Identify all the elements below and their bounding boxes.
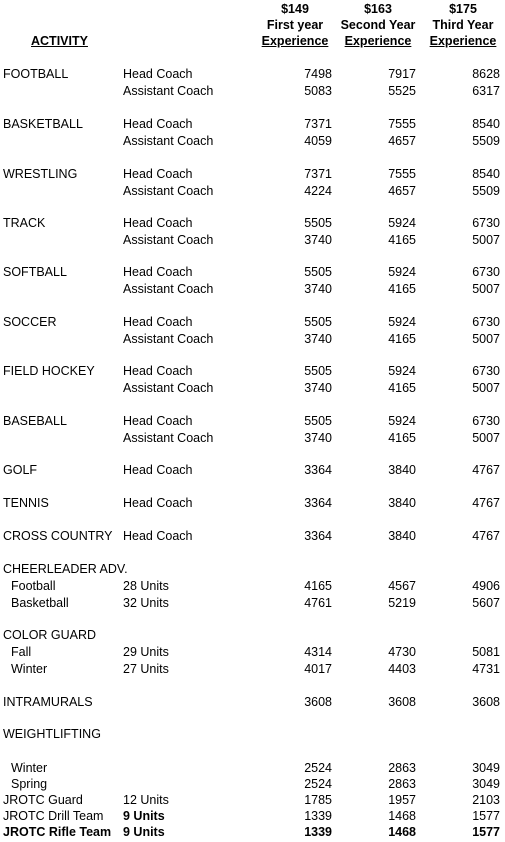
first-year-value: 2524 <box>304 777 332 791</box>
activity-name: INTRAMURALS <box>3 695 93 709</box>
third-year-value: 4767 <box>472 496 500 510</box>
second-year-value: 3840 <box>388 529 416 543</box>
position-label: Head Coach <box>123 364 193 378</box>
second-year-value: 4165 <box>388 381 416 395</box>
first-year-value: 4059 <box>304 134 332 148</box>
activity-name: Fall <box>11 645 32 659</box>
first-year-value: 3740 <box>304 233 332 247</box>
activity-name: WEIGHTLIFTING <box>3 727 101 741</box>
first-year-value: 7371 <box>304 167 332 181</box>
activity-name: CROSS COUNTRY <box>3 529 113 543</box>
third-year-value: 2103 <box>472 793 500 807</box>
first-year-value: 5505 <box>304 216 332 230</box>
table-row <box>0 760 505 777</box>
first-year-value: 3364 <box>304 529 332 543</box>
position-label: 12 Units <box>123 793 169 807</box>
third-year-value: 6730 <box>472 364 500 378</box>
second-year-value: 5924 <box>388 315 416 329</box>
table-row <box>0 495 505 512</box>
first-year-value: 3364 <box>304 463 332 477</box>
activity-name: JROTC Rifle Team <box>3 825 112 839</box>
table-row <box>0 413 505 430</box>
table-row <box>0 578 505 595</box>
first-year-value: 2524 <box>304 761 332 775</box>
table-row <box>0 694 505 711</box>
third-year-value: 6730 <box>472 315 500 329</box>
activity-name: SOCCER <box>3 315 57 329</box>
table-row <box>0 462 505 479</box>
first-year-value: 3740 <box>304 381 332 395</box>
col2-amount: $163 <box>364 2 392 16</box>
second-year-value: 5924 <box>388 265 416 279</box>
third-year-value: 4731 <box>472 662 500 676</box>
position-label: Head Coach <box>123 167 193 181</box>
table-row <box>0 528 505 545</box>
table-row <box>0 83 505 100</box>
table-row <box>0 166 505 183</box>
second-year-value: 1468 <box>388 809 416 823</box>
activity-name: TRACK <box>3 216 46 230</box>
third-year-value: 5007 <box>472 233 500 247</box>
position-label: Head Coach <box>123 67 193 81</box>
second-year-value: 5219 <box>388 596 416 610</box>
position-label: 32 Units <box>123 596 169 610</box>
second-year-value: 1468 <box>388 825 416 839</box>
position-label: Head Coach <box>123 265 193 279</box>
second-year-value: 7555 <box>388 117 416 131</box>
third-year-value: 3608 <box>472 695 500 709</box>
table-row <box>0 661 505 678</box>
second-year-value: 1957 <box>388 793 416 807</box>
position-label: Assistant Coach <box>123 184 214 198</box>
col1-line1: First year <box>266 18 324 32</box>
first-year-value: 1785 <box>304 793 332 807</box>
third-year-value: 8628 <box>472 67 500 81</box>
first-year-value: 3608 <box>304 695 332 709</box>
activity-name: FIELD HOCKEY <box>3 364 95 378</box>
position-label: 9 Units <box>123 825 165 839</box>
activity-name: Basketball <box>11 596 69 610</box>
first-year-value: 5505 <box>304 364 332 378</box>
table-row <box>0 792 505 809</box>
position-label: Assistant Coach <box>123 332 214 346</box>
activity-name: FOOTBALL <box>3 67 69 81</box>
table-row <box>0 561 505 578</box>
position-label: Head Coach <box>123 216 193 230</box>
first-year-value: 7371 <box>304 117 332 131</box>
third-year-value: 4767 <box>472 463 500 477</box>
activity-name: Winter <box>11 761 48 775</box>
third-year-value: 4767 <box>472 529 500 543</box>
col1-line2: Experience <box>261 34 329 48</box>
third-year-value: 5081 <box>472 645 500 659</box>
table-row <box>0 776 505 793</box>
first-year-value: 5505 <box>304 265 332 279</box>
table-row <box>0 116 505 133</box>
first-year-value: 3740 <box>304 431 332 445</box>
activity-name: BASEBALL <box>3 414 67 428</box>
table-row <box>0 314 505 331</box>
first-year-value: 3364 <box>304 496 332 510</box>
table-row <box>0 281 505 298</box>
first-year-value: 3740 <box>304 332 332 346</box>
table-row <box>0 133 505 150</box>
position-label: 27 Units <box>123 662 169 676</box>
table-row <box>0 726 505 743</box>
activity-name: WRESTLING <box>3 167 78 181</box>
first-year-value: 7498 <box>304 67 332 81</box>
table-row <box>0 824 505 841</box>
third-year-value: 5007 <box>472 282 500 296</box>
position-label: Head Coach <box>123 117 193 131</box>
table-row <box>0 380 505 397</box>
activity-name: Winter <box>11 662 48 676</box>
activity-name: CHEERLEADER ADV. <box>3 562 128 576</box>
table-row <box>0 264 505 281</box>
third-year-value: 6730 <box>472 414 500 428</box>
table-row <box>0 331 505 348</box>
table-row <box>0 66 505 83</box>
third-year-value: 5007 <box>472 381 500 395</box>
third-year-value: 6730 <box>472 265 500 279</box>
table-row <box>0 430 505 447</box>
first-year-value: 4761 <box>304 596 332 610</box>
first-year-value: 5505 <box>304 315 332 329</box>
second-year-value: 7555 <box>388 167 416 181</box>
col1-amount: $149 <box>281 2 309 16</box>
third-year-value: 8540 <box>472 117 500 131</box>
activity-column-header: ACTIVITY <box>31 34 88 48</box>
third-year-value: 6730 <box>472 216 500 230</box>
first-year-value: 4314 <box>304 645 332 659</box>
table-row <box>0 183 505 200</box>
second-year-value: 5525 <box>388 84 416 98</box>
table-row <box>0 215 505 232</box>
third-year-value: 3049 <box>472 761 500 775</box>
position-label: Head Coach <box>123 496 193 510</box>
second-year-value: 3608 <box>388 695 416 709</box>
third-year-value: 4906 <box>472 579 500 593</box>
second-year-value: 4730 <box>388 645 416 659</box>
second-year-value: 5924 <box>388 216 416 230</box>
third-year-value: 5007 <box>472 431 500 445</box>
second-year-value: 4165 <box>388 332 416 346</box>
third-year-value: 5509 <box>472 184 500 198</box>
col2-line2: Experience <box>344 34 412 48</box>
position-label: Assistant Coach <box>123 134 214 148</box>
first-year-value: 4017 <box>304 662 332 676</box>
third-year-value: 5607 <box>472 596 500 610</box>
third-year-value: 1577 <box>472 809 500 823</box>
third-year-value: 8540 <box>472 167 500 181</box>
first-year-value: 5083 <box>304 84 332 98</box>
second-year-value: 4657 <box>388 184 416 198</box>
second-year-value: 4567 <box>388 579 416 593</box>
first-year-value: 3740 <box>304 282 332 296</box>
table-row <box>0 363 505 380</box>
first-year-value: 4165 <box>304 579 332 593</box>
position-label: 29 Units <box>123 645 169 659</box>
position-label: 28 Units <box>123 579 169 593</box>
second-year-value: 4403 <box>388 662 416 676</box>
col2-line1: Second Year <box>340 18 416 32</box>
activity-name: JROTC Guard <box>3 793 83 807</box>
position-label: Head Coach <box>123 529 193 543</box>
first-year-value: 5505 <box>304 414 332 428</box>
third-year-value: 5509 <box>472 134 500 148</box>
second-year-value: 3840 <box>388 463 416 477</box>
table-row <box>0 232 505 249</box>
activity-name: TENNIS <box>3 496 49 510</box>
second-year-value: 3840 <box>388 496 416 510</box>
activity-name: COLOR GUARD <box>3 628 97 642</box>
activity-name: BASKETBALL <box>3 117 83 131</box>
second-year-value: 7917 <box>388 67 416 81</box>
col3-line1: Third Year <box>432 18 494 32</box>
second-year-value: 5924 <box>388 364 416 378</box>
position-label: Assistant Coach <box>123 381 214 395</box>
third-year-value: 3049 <box>472 777 500 791</box>
second-year-value: 4165 <box>388 282 416 296</box>
second-year-value: 4165 <box>388 233 416 247</box>
col3-amount: $175 <box>449 2 477 16</box>
second-year-value: 5924 <box>388 414 416 428</box>
activity-name: JROTC Drill Team <box>3 809 104 823</box>
second-year-value: 2863 <box>388 761 416 775</box>
first-year-value: 1339 <box>304 809 332 823</box>
activity-name: Spring <box>11 777 48 791</box>
third-year-value: 5007 <box>472 332 500 346</box>
position-label: Head Coach <box>123 315 193 329</box>
second-year-value: 4657 <box>388 134 416 148</box>
position-label: Assistant Coach <box>123 282 214 296</box>
third-year-value: 6317 <box>472 84 500 98</box>
second-year-value: 4165 <box>388 431 416 445</box>
position-label: Head Coach <box>123 463 193 477</box>
activity-name: Football <box>11 579 56 593</box>
position-label: Assistant Coach <box>123 233 214 247</box>
activity-name: SOFTBALL <box>3 265 67 279</box>
activity-name: GOLF <box>3 463 38 477</box>
position-label: Assistant Coach <box>123 431 214 445</box>
third-year-value: 1577 <box>472 825 500 839</box>
first-year-value: 1339 <box>304 825 332 839</box>
table-row <box>0 595 505 612</box>
position-label: 9 Units <box>123 809 165 823</box>
col3-line2: Experience <box>429 34 497 48</box>
second-year-value: 2863 <box>388 777 416 791</box>
first-year-value: 4224 <box>304 184 332 198</box>
position-label: Head Coach <box>123 414 193 428</box>
position-label: Assistant Coach <box>123 84 214 98</box>
table-row <box>0 644 505 661</box>
table-row <box>0 627 505 644</box>
table-row <box>0 808 505 825</box>
